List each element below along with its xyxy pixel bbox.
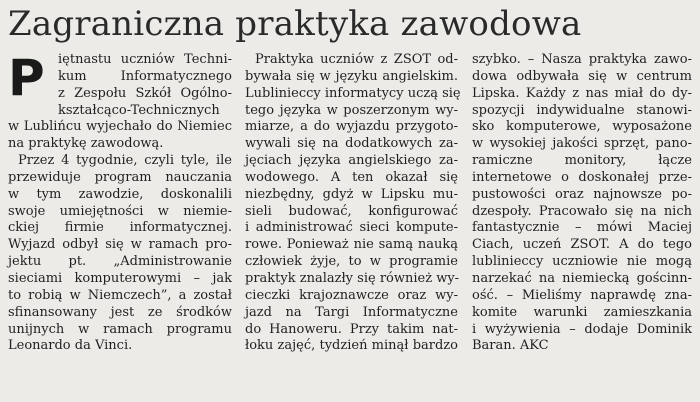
text-line: iętnastu uczniów Techni-: [58, 52, 232, 67]
text-line: Przez 4 tygodnie, czyli tyle, ile: [18, 153, 232, 169]
text-line: ckiej firmie informatycznej.: [8, 220, 232, 236]
text-line: Lublinieccy informatycy uczą się: [245, 85, 461, 101]
text-line: człowiek żyje, to w programie: [245, 254, 458, 270]
text-line: internetowe o doskonałej prze-: [472, 169, 692, 185]
text-line: wodowego. A ten okazał się: [245, 169, 458, 185]
text-line: swoje umiejętności w niemie-: [8, 203, 232, 219]
text-line: narzekać na niemiecką gościnn-: [472, 270, 692, 286]
text-line: niezbędny, gdyż w Lipsku mu-: [245, 186, 458, 202]
text-line: lublinieccy uczniowie nie mogą: [472, 254, 692, 270]
text-line: do Hanoweru. Przy takim nat-: [245, 321, 458, 337]
text-line: Praktyka uczniów z ZSOT od-: [255, 52, 458, 67]
text-line: spozycji indywidualne stanowi-: [472, 102, 692, 118]
text-line: ość. – Mieliśmy naprawdę zna-: [472, 287, 692, 303]
text-line: unijnych w ramach programu: [8, 321, 232, 337]
text-line: dowa odbywała się w centrum: [472, 68, 692, 84]
column-1: [8, 49, 232, 355]
text-line: Leonardo da Vinci.: [8, 338, 133, 354]
text-line: łoku zajęć, tydzień minął bardzo: [245, 338, 458, 354]
text-line: pustowości oraz najnowsze po-: [472, 186, 692, 202]
text-line: sko komputerowe, wyposażone: [472, 119, 692, 135]
text-line: sfinansowany jest ze środków: [8, 304, 232, 320]
text-line: tego języka w poszerzonym wy-: [245, 102, 458, 118]
text-line: ramiczne monitory, łącze: [472, 153, 692, 169]
text-line: cieczki krajoznawcze oraz wy-: [245, 287, 458, 303]
text-line: przewiduje program nauczania: [8, 169, 232, 185]
text-line: miarze, a do wyjazdu przygoto-: [245, 119, 458, 135]
text-line: w tym zawodzie, doskonalili: [8, 186, 232, 202]
text-line: to robią w Niemczech”, a został: [8, 287, 232, 303]
column-2: [245, 52, 461, 355]
text-line: w wysokiej jakości sprzęt, pano-: [472, 136, 692, 152]
text-line: dzespoły. Pracowało się na nich: [472, 203, 692, 219]
text-line: Baran. AKC: [472, 338, 549, 354]
text-line: z Zespołu Szkół Ogólno-: [58, 85, 232, 101]
drop-cap: P: [8, 49, 45, 107]
text-line: jektu pt. „Administrowanie: [8, 254, 232, 270]
text-line: wywali się na dodatkowych za-: [245, 136, 458, 152]
headline: Zagraniczna praktyka zawodowa: [8, 4, 582, 44]
text-line: jęciach języka angielskiego za-: [245, 153, 458, 169]
text-line: kum Informatycznego: [58, 68, 232, 84]
text-line: w Lublińcu wyjechało do Niemiec: [8, 119, 232, 135]
text-line: Wyjazd odbył się w ramach pro-: [8, 237, 232, 253]
text-line: sieciami komputerowymi – jak: [8, 270, 232, 286]
text-line: Lipska. Każdy z nas miał do dy-: [472, 85, 692, 101]
text-line: jazd na Targi Informatyczne: [245, 304, 458, 320]
text-line: bywała się w języku angielskim.: [245, 68, 458, 84]
text-line: i wyżywienia – dodaje Dominik: [472, 321, 692, 337]
text-line: fantastycznie – mówi Maciej: [472, 220, 692, 236]
text-line: rowe. Ponieważ nie samą nauką: [245, 237, 458, 253]
text-line: i administrować sieci kompute-: [245, 220, 458, 236]
text-line: na praktykę zawodową.: [8, 136, 164, 152]
text-line: komite warunki zamieszkania: [472, 304, 692, 320]
text-line: kształcąco-Technicznych: [58, 102, 220, 118]
text-line: sieli budować, konfigurować: [245, 203, 458, 219]
text-line: szybko. – Nasza praktyka zawo-: [472, 52, 692, 67]
column-3: [472, 52, 692, 355]
text-line: praktyk znalazły się również wy-: [245, 270, 460, 286]
text-line: Ciach, uczeń ZSOT. A do tego: [472, 237, 692, 253]
